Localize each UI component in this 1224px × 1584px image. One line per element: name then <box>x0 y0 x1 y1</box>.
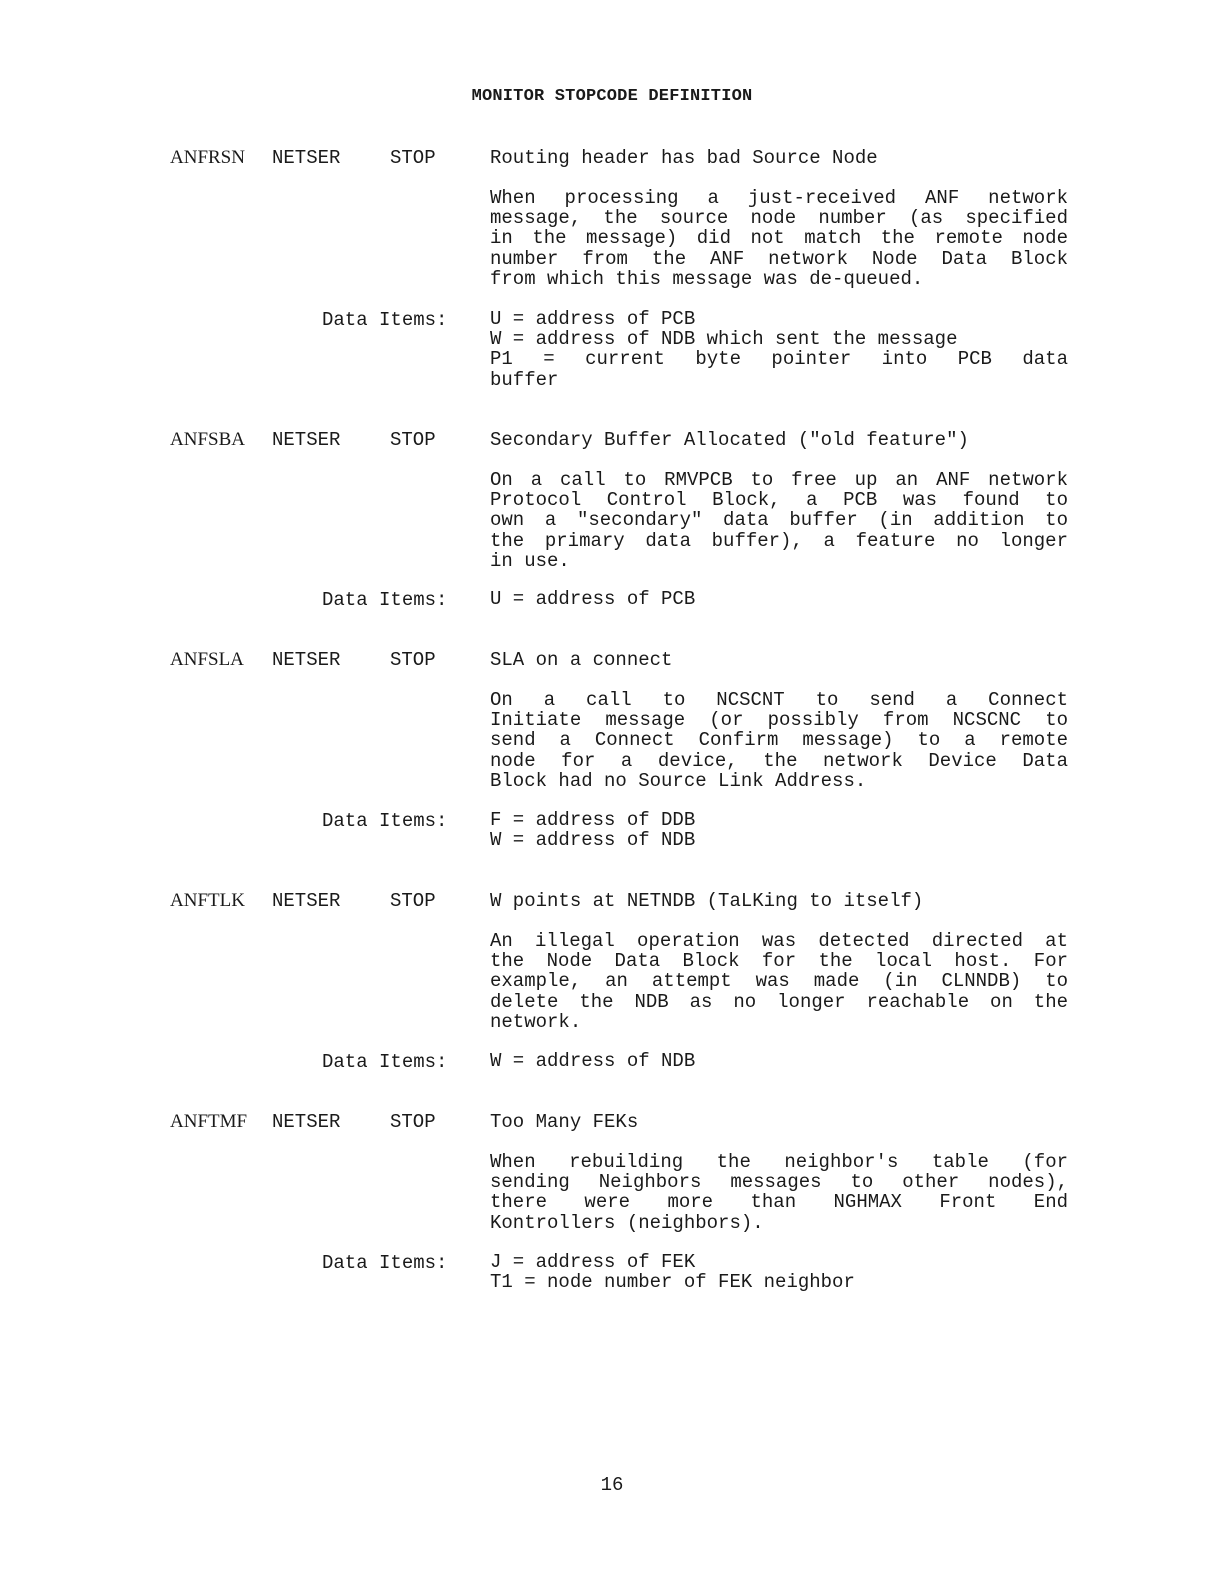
data-item: T1 = node number of FEK neighbor <box>490 1271 855 1294</box>
stopcode-description <box>490 1152 1068 1233</box>
stopcode-module: NETSER <box>272 890 341 912</box>
description-line: in use. <box>490 549 570 572</box>
description-line: When processing a just-received ANF network <box>490 187 1068 209</box>
description-line: number from the ANF network Node Data Block <box>490 247 1068 270</box>
data-item: W = address of NDB <box>490 1050 696 1072</box>
stopcode-name: ANFSLA <box>170 649 244 670</box>
stopcode-type: STOP <box>390 1111 436 1133</box>
stopcode-description <box>490 470 1068 571</box>
page-number: 16 <box>600 1474 624 1496</box>
description-line: message, the source node number (as specified <box>490 207 1068 230</box>
description-line: from which this message was de-queued. <box>490 267 924 290</box>
stopcode-description <box>490 931 1068 1032</box>
description-line: Protocol Control Block, a PCB was found to <box>490 489 1068 512</box>
stopcode-module: NETSER <box>272 1111 341 1133</box>
stopcode-module: NETSER <box>272 429 341 451</box>
description-line: Block had no Source Link Address. <box>490 769 867 792</box>
description-line: example, an attempt was made (in CLNNDB) to <box>490 970 1068 993</box>
stopcode-name: ANFRSN <box>170 147 245 168</box>
stopcode-description <box>490 188 1068 289</box>
description-line: Kontrollers (neighbors). <box>490 1211 764 1234</box>
data-items-list <box>490 309 1068 390</box>
data-items-label: Data Items: <box>322 589 448 611</box>
description-line: own a "secondary" data buffer (in addition to <box>490 509 1068 532</box>
stopcode-module: NETSER <box>272 147 341 169</box>
description-line: node for a device, the network Device Data <box>490 749 1068 772</box>
stopcode-name: ANFSBA <box>170 429 245 450</box>
data-items-label: Data Items: <box>322 1252 448 1274</box>
data-items-list <box>490 1252 1068 1292</box>
stopcode-type: STOP <box>390 890 436 912</box>
description-line: the Node Data Block for the local host. For <box>490 950 1068 973</box>
data-item: F = address of DDB <box>490 809 696 831</box>
data-items-list <box>490 589 1068 609</box>
data-item: P1 = current byte pointer into PCB data <box>490 348 1068 371</box>
data-item: U = address of PCB <box>490 308 696 330</box>
page-title: MONITOR STOPCODE DEFINITION <box>471 87 753 106</box>
data-items-label: Data Items: <box>322 1051 448 1073</box>
description-line: An illegal operation was detected directed at <box>490 930 1068 952</box>
stopcode-type: STOP <box>390 649 436 671</box>
data-item: W = address of NDB which sent the message <box>490 328 958 351</box>
stopcode-description <box>490 690 1068 791</box>
description-line: sending Neighbors messages to other nodes), <box>490 1171 1068 1194</box>
description-line: delete the NDB as no longer reachable on the <box>490 990 1068 1013</box>
data-items-list <box>490 810 1068 850</box>
stopcode-summary: SLA on a connect <box>490 649 673 671</box>
data-item: W = address of NDB <box>490 829 696 852</box>
stopcode-summary: Secondary Buffer Allocated ("old feature") <box>490 429 969 451</box>
data-items-list <box>490 1051 1068 1071</box>
description-line: Initiate message (or possibly from NCSCNC to <box>490 709 1068 732</box>
data-items-label: Data Items: <box>322 810 448 832</box>
data-item: J = address of FEK <box>490 1251 696 1273</box>
description-line: there were more than NGHMAX Front End <box>490 1191 1068 1214</box>
description-line: On a call to NCSCNT to send a Connect <box>490 689 1068 711</box>
stopcode-name: ANFTLK <box>170 890 245 911</box>
stopcode-type: STOP <box>390 429 436 451</box>
description-line: On a call to RMVPCB to free up an ANF network <box>490 469 1068 491</box>
stopcode-type: STOP <box>390 147 436 169</box>
description-line: network. <box>490 1010 582 1033</box>
description-line: send a Connect Confirm message) to a remote <box>490 729 1068 752</box>
stopcode-summary: Routing header has bad Source Node <box>490 147 878 169</box>
data-item: buffer <box>490 368 559 391</box>
stopcode-module: NETSER <box>272 649 341 671</box>
data-item: U = address of PCB <box>490 588 696 610</box>
description-line: the primary data buffer), a feature no longer <box>490 529 1068 552</box>
description-line: in the message) did not match the remote node <box>490 227 1068 250</box>
description-line: When rebuilding the neighbor's table (for <box>490 1151 1068 1173</box>
stopcode-summary: Too Many FEKs <box>490 1111 639 1133</box>
stopcode-summary: W points at NETNDB (TaLKing to itself) <box>490 890 924 912</box>
data-items-label: Data Items: <box>322 309 448 331</box>
stopcode-name: ANFTMF <box>170 1111 248 1132</box>
